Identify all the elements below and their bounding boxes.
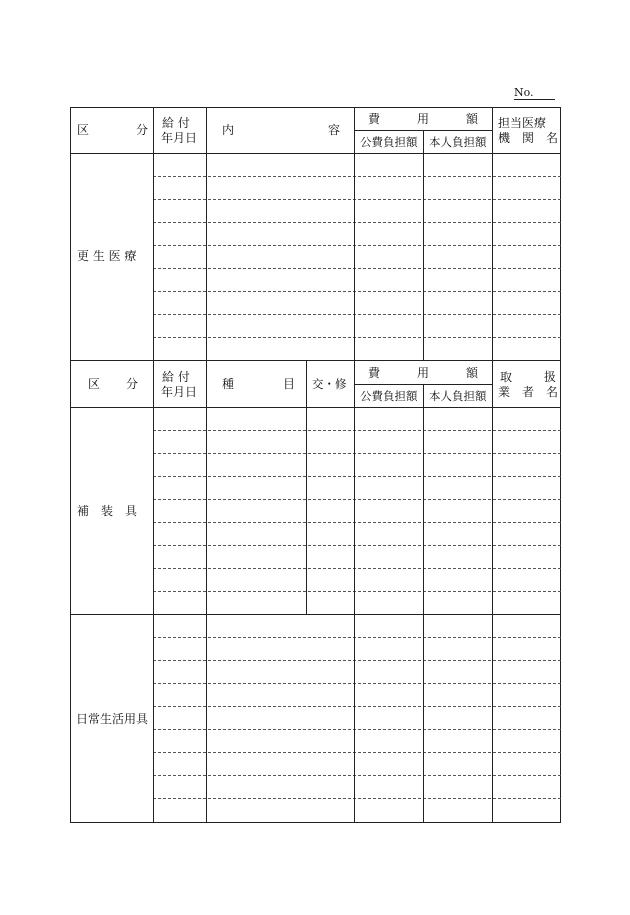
s1-tanto-top: 担当医療 — [498, 116, 547, 130]
s2-kyufu-top: 給 付 — [162, 370, 190, 384]
s2-col-line — [354, 360, 355, 614]
s3-col-line — [354, 614, 355, 823]
s1-hiyou-b: 用 — [417, 112, 430, 126]
s2-hiyou-a: 費 — [368, 366, 381, 380]
s1-category: 更 生 医 療 — [77, 249, 137, 263]
s1-row-line — [153, 314, 561, 315]
s2-row-line — [153, 545, 561, 546]
s1-row-line — [153, 222, 561, 223]
s2-hiyou-b: 用 — [417, 366, 430, 380]
s3-row-line — [153, 798, 561, 799]
s3-row-line — [153, 775, 561, 776]
s2-row-line — [153, 522, 561, 523]
s3-row-line — [153, 752, 561, 753]
s2-category: 補 装 具 — [77, 504, 138, 518]
s1-naiyou-right: 容 — [328, 123, 341, 137]
s2-kouhi: 公費負担額 — [360, 389, 418, 403]
s2-row-line — [153, 476, 561, 477]
s3-row-line — [153, 683, 561, 684]
s1-honnin: 本人負担額 — [429, 135, 487, 149]
s2-header-bottom — [70, 407, 561, 408]
s2-row-line — [153, 453, 561, 454]
s2-col-line — [206, 360, 207, 614]
s1-row-line — [153, 245, 561, 246]
s3-col-line — [206, 614, 207, 823]
s1-kubun-left: 区 — [77, 123, 90, 137]
s2-col-line — [153, 360, 154, 614]
s3-category: 日常生活用具 — [76, 712, 149, 726]
s2-koushu: 交・修 — [312, 377, 347, 391]
form-number-field[interactable] — [532, 99, 555, 100]
s2-toriatsukai-b: 扱 — [544, 370, 557, 384]
s1-bottom — [70, 360, 561, 361]
s1-kyufu-bottom: 年月日 — [161, 131, 198, 145]
s2-honnin: 本人負担額 — [429, 389, 487, 403]
s1-kubun-right: 分 — [136, 123, 149, 137]
s2-col-line — [492, 360, 493, 614]
form-number-underline-a — [514, 99, 532, 100]
s2-shumoku-right: 目 — [283, 377, 296, 391]
s3-row-line — [153, 706, 561, 707]
s2-hiyou-c: 額 — [466, 366, 479, 380]
s2-row-line — [153, 430, 561, 431]
s3-row-line — [153, 637, 561, 638]
s2-shumoku-left: 種 — [222, 377, 235, 391]
s2-col-line — [423, 384, 424, 614]
s1-kyufu-top: 給 付 — [162, 116, 190, 130]
s1-hiyou-a: 費 — [368, 112, 381, 126]
s1-naiyou-left: 内 — [222, 123, 235, 137]
s2-row-line — [153, 591, 561, 592]
s2-kyufu-bottom: 年月日 — [161, 385, 198, 399]
s1-row-line — [153, 337, 561, 338]
s1-row-line — [153, 199, 561, 200]
form-number-label: No. — [514, 86, 534, 99]
s1-col-line — [153, 107, 154, 360]
s3-row-line — [153, 729, 561, 730]
s3-col-line — [423, 614, 424, 823]
s1-col-line — [206, 107, 207, 360]
s1-tanto-bottom: 機 関 名 — [498, 131, 559, 145]
s2-toriatsukai-a: 取 — [500, 370, 513, 384]
s1-col-line — [492, 107, 493, 360]
s1-kouhi: 公費負担額 — [360, 135, 418, 149]
s1-row-line — [153, 176, 561, 177]
s2-kubun-left: 区 — [88, 377, 101, 391]
s3-col-line — [492, 614, 493, 823]
s1-row-line — [153, 291, 561, 292]
s2-kubun-right: 分 — [126, 377, 139, 391]
s2-row-line — [153, 499, 561, 500]
s3-row-line — [153, 660, 561, 661]
s1-col-line — [354, 107, 355, 360]
s1-header-bottom — [70, 153, 561, 154]
s2-gyousha: 業 者 名 — [498, 385, 559, 399]
s3-col-line — [153, 614, 154, 823]
s2-row-line — [153, 568, 561, 569]
s2-col-line — [306, 360, 307, 614]
s2-bottom — [70, 614, 561, 615]
s1-hiyou-c: 額 — [466, 112, 479, 126]
s1-row-line — [153, 268, 561, 269]
s1-col-line — [423, 130, 424, 360]
